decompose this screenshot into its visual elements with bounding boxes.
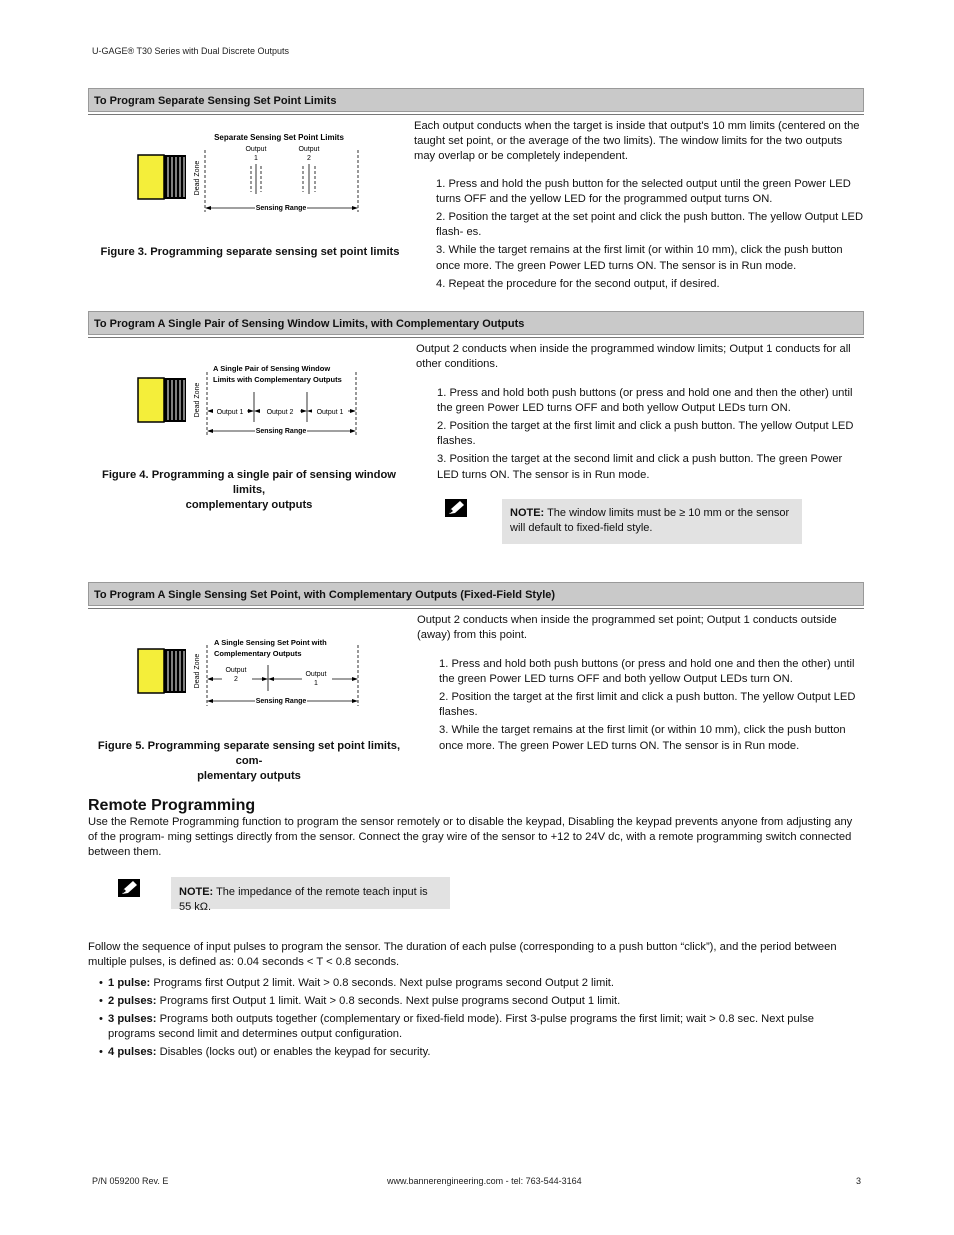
remote-sequence: Follow the sequence of input pulses to program the sensor. The duration of each pulse (corresponding to a push button “click”), and the period between multiple pulses, is defined as: 0.04 seconds < T < 0.8 seconds.	[88, 941, 837, 969]
step-2: 2. Position the target at the first limit and click a push button. The yellow Output LED flashes.	[437, 420, 854, 448]
set-point-output-left: Output	[225, 667, 247, 674]
note-remote-impedance	[171, 877, 450, 913]
set-point-output-left-number: 2	[234, 676, 238, 683]
caption-line-2: complementary outputs	[185, 499, 313, 512]
caption-line-1: Figure 5. Programming separate sensing set point limits, com-	[97, 740, 401, 768]
figure-3-caption: Figure 3. Programming separate sensing set point limits	[100, 246, 400, 258]
section-rule	[88, 114, 864, 115]
figure-title-line2: Complementary Outputs	[214, 649, 302, 658]
sensor-body	[164, 649, 186, 693]
window-output-b: Output 2	[266, 409, 294, 416]
section-rule	[88, 337, 864, 338]
section1-intro: Each output conducts when the target is inside that output's 10 mm limits (centered on the taught set point, or the average of the two limits). The window limits for the two outputs may overlap or be completely independent.	[414, 120, 860, 163]
pulse-list	[88, 976, 864, 1064]
step-2: 2. Position the target at the first limit and click a push button. The yellow Output LED flashes.	[439, 691, 856, 719]
step-1: 1. Press and hold both push buttons (or press and hold one and then the other) until the green Power LED turns OFF and both yellow Output LEDs turn ON.	[437, 387, 853, 415]
footer-part-number: P/N 059200 Rev. E	[92, 1176, 169, 1186]
sensing-range-label: Sensing Range	[255, 205, 307, 212]
sensor-body	[164, 378, 186, 422]
sensor-face	[138, 155, 164, 199]
note-label: NOTE:	[510, 507, 545, 519]
output1-label: Output	[245, 146, 267, 153]
remote-programming-heading: Remote Programming	[88, 797, 256, 814]
note-text: The impedance of the remote teach input is 55 kΩ.	[179, 886, 428, 913]
sensing-range-label: Sensing Range	[255, 428, 307, 435]
note-pencil-icon	[118, 879, 140, 897]
section2-intro: Output 2 conducts when inside the programmed window limits; Output 1 conducts for all other conditions.	[416, 343, 851, 371]
figure-4-diagram	[137, 360, 369, 440]
window-output-a: Output 1	[216, 409, 244, 416]
output2-label: Output	[298, 146, 320, 153]
set-point-output-right: Output	[305, 671, 327, 678]
sensor-face	[138, 649, 164, 693]
caption-line-2: plementary outputs	[197, 770, 301, 783]
note-label: NOTE:	[179, 886, 214, 898]
section2-steps	[437, 386, 864, 486]
note-text: The window limits must be ≥ 10 mm or the sensor will default to fixed-field style.	[510, 507, 790, 534]
figure-5-caption	[90, 739, 408, 784]
section1-steps	[436, 177, 864, 295]
section-title-fixed-field: To Program A Single Sensing Set Point, with Complementary Outputs (Fixed-Field Style)	[88, 582, 864, 606]
figure-title-line1: A Single Pair of Sensing Window	[213, 364, 331, 373]
dead-zone-label: Dead Zone	[194, 160, 201, 196]
step-2: 2. Position the target at the set point and click the push button. The yellow Output LED flash- es.	[436, 211, 864, 239]
running-header: U-GAGE® T30 Series with Dual Discrete Outputs	[92, 46, 290, 56]
remote-intro: Use the Remote Programming function to program the sensor remotely or to disable the keypad, Disabling the keypad prevents anyone from adjusting any of the program- ming settings directly from the sensor. Connect the gray wire of the sensor to +12 to 24V dc, with a remote programming switch connected between them.	[88, 816, 853, 859]
section3-intro: Output 2 conducts when inside the programmed set point; Output 1 conducts outside (away) from this point.	[417, 614, 837, 642]
footer-page-number: 3	[856, 1176, 862, 1186]
step-1: 1. Press and hold the push button for the selected output until the green Power LED turns OFF and the yellow LED for the programmed output turns ON.	[436, 178, 851, 206]
set-point-output-right-number: 1	[314, 680, 318, 687]
window-output-c: Output 1	[316, 409, 344, 416]
figure-title-line2: Limits with Complementary Outputs	[213, 375, 342, 384]
caption-line-1: Figure 4. Programming a single pair of sensing window limits,	[101, 469, 397, 497]
output1-number: 1	[254, 155, 258, 162]
section-title-separate-limits: To Program Separate Sensing Set Point Limits	[88, 88, 864, 112]
sensor-face	[138, 378, 164, 422]
list-item: • 3 pulses: Programs both outputs together (complementary or fixed-field mode). First 3-pulse programs the first limit; wait > 0.8 sec. Next pulse programs second limit and determines output configuration.	[88, 1012, 864, 1042]
figure-title-line1: A Single Sensing Set Point with	[214, 638, 327, 647]
section-rule	[88, 608, 864, 609]
figure-title: Separate Sensing Set Point Limits	[214, 133, 344, 142]
section-title-window-limits: To Program A Single Pair of Sensing Window Limits, with Complementary Outputs	[88, 311, 864, 335]
step-1: 1. Press and hold both push buttons (or press and hold one and then the other) until the green Power LED turns OFF and both yellow Output LEDs turn ON.	[439, 658, 855, 686]
sensor-body	[164, 155, 186, 199]
figure-3-diagram	[137, 130, 367, 216]
note-pencil-icon	[445, 499, 467, 517]
figure-4-caption	[90, 468, 408, 513]
step-3: 3. While the target remains at the first limit (or within 10 mm), click the push button once more. The green Power LED turns ON. The sensor is in Run mode.	[436, 244, 843, 272]
step-3: 3. Position the target at the second limit and click a push button. The green Power LED turns ON. The sensor is in Run mode.	[437, 453, 843, 481]
note-window-limits	[502, 499, 802, 544]
step-3: 3. While the target remains at the first limit (or within 10 mm), click the push button once more. The green Power LED turns ON. The sensor is in Run mode.	[439, 724, 846, 752]
footer-contact: www.bannerengineering.com - tel: 763-544-3164	[387, 1176, 582, 1186]
list-item: • 2 pulses: Programs first Output 1 limit. Wait > 0.8 seconds. Next pulse programs second Output 1 limit.	[88, 994, 864, 1009]
sensing-range-label: Sensing Range	[255, 698, 307, 705]
list-item: • 1 pulse: Programs first Output 2 limit. Wait > 0.8 seconds. Next pulse programs second Output 2 limit.	[88, 976, 864, 991]
dead-zone-label: Dead Zone	[194, 653, 201, 689]
figure-5-diagram	[137, 633, 369, 713]
section3-steps	[439, 657, 864, 757]
dead-zone-label: Dead Zone	[194, 382, 201, 418]
step-4: 4. Repeat the procedure for the second output, if desired.	[436, 277, 720, 290]
output2-number: 2	[307, 155, 311, 162]
list-item: • 4 pulses: Disables (locks out) or enables the keypad for security.	[88, 1045, 864, 1060]
